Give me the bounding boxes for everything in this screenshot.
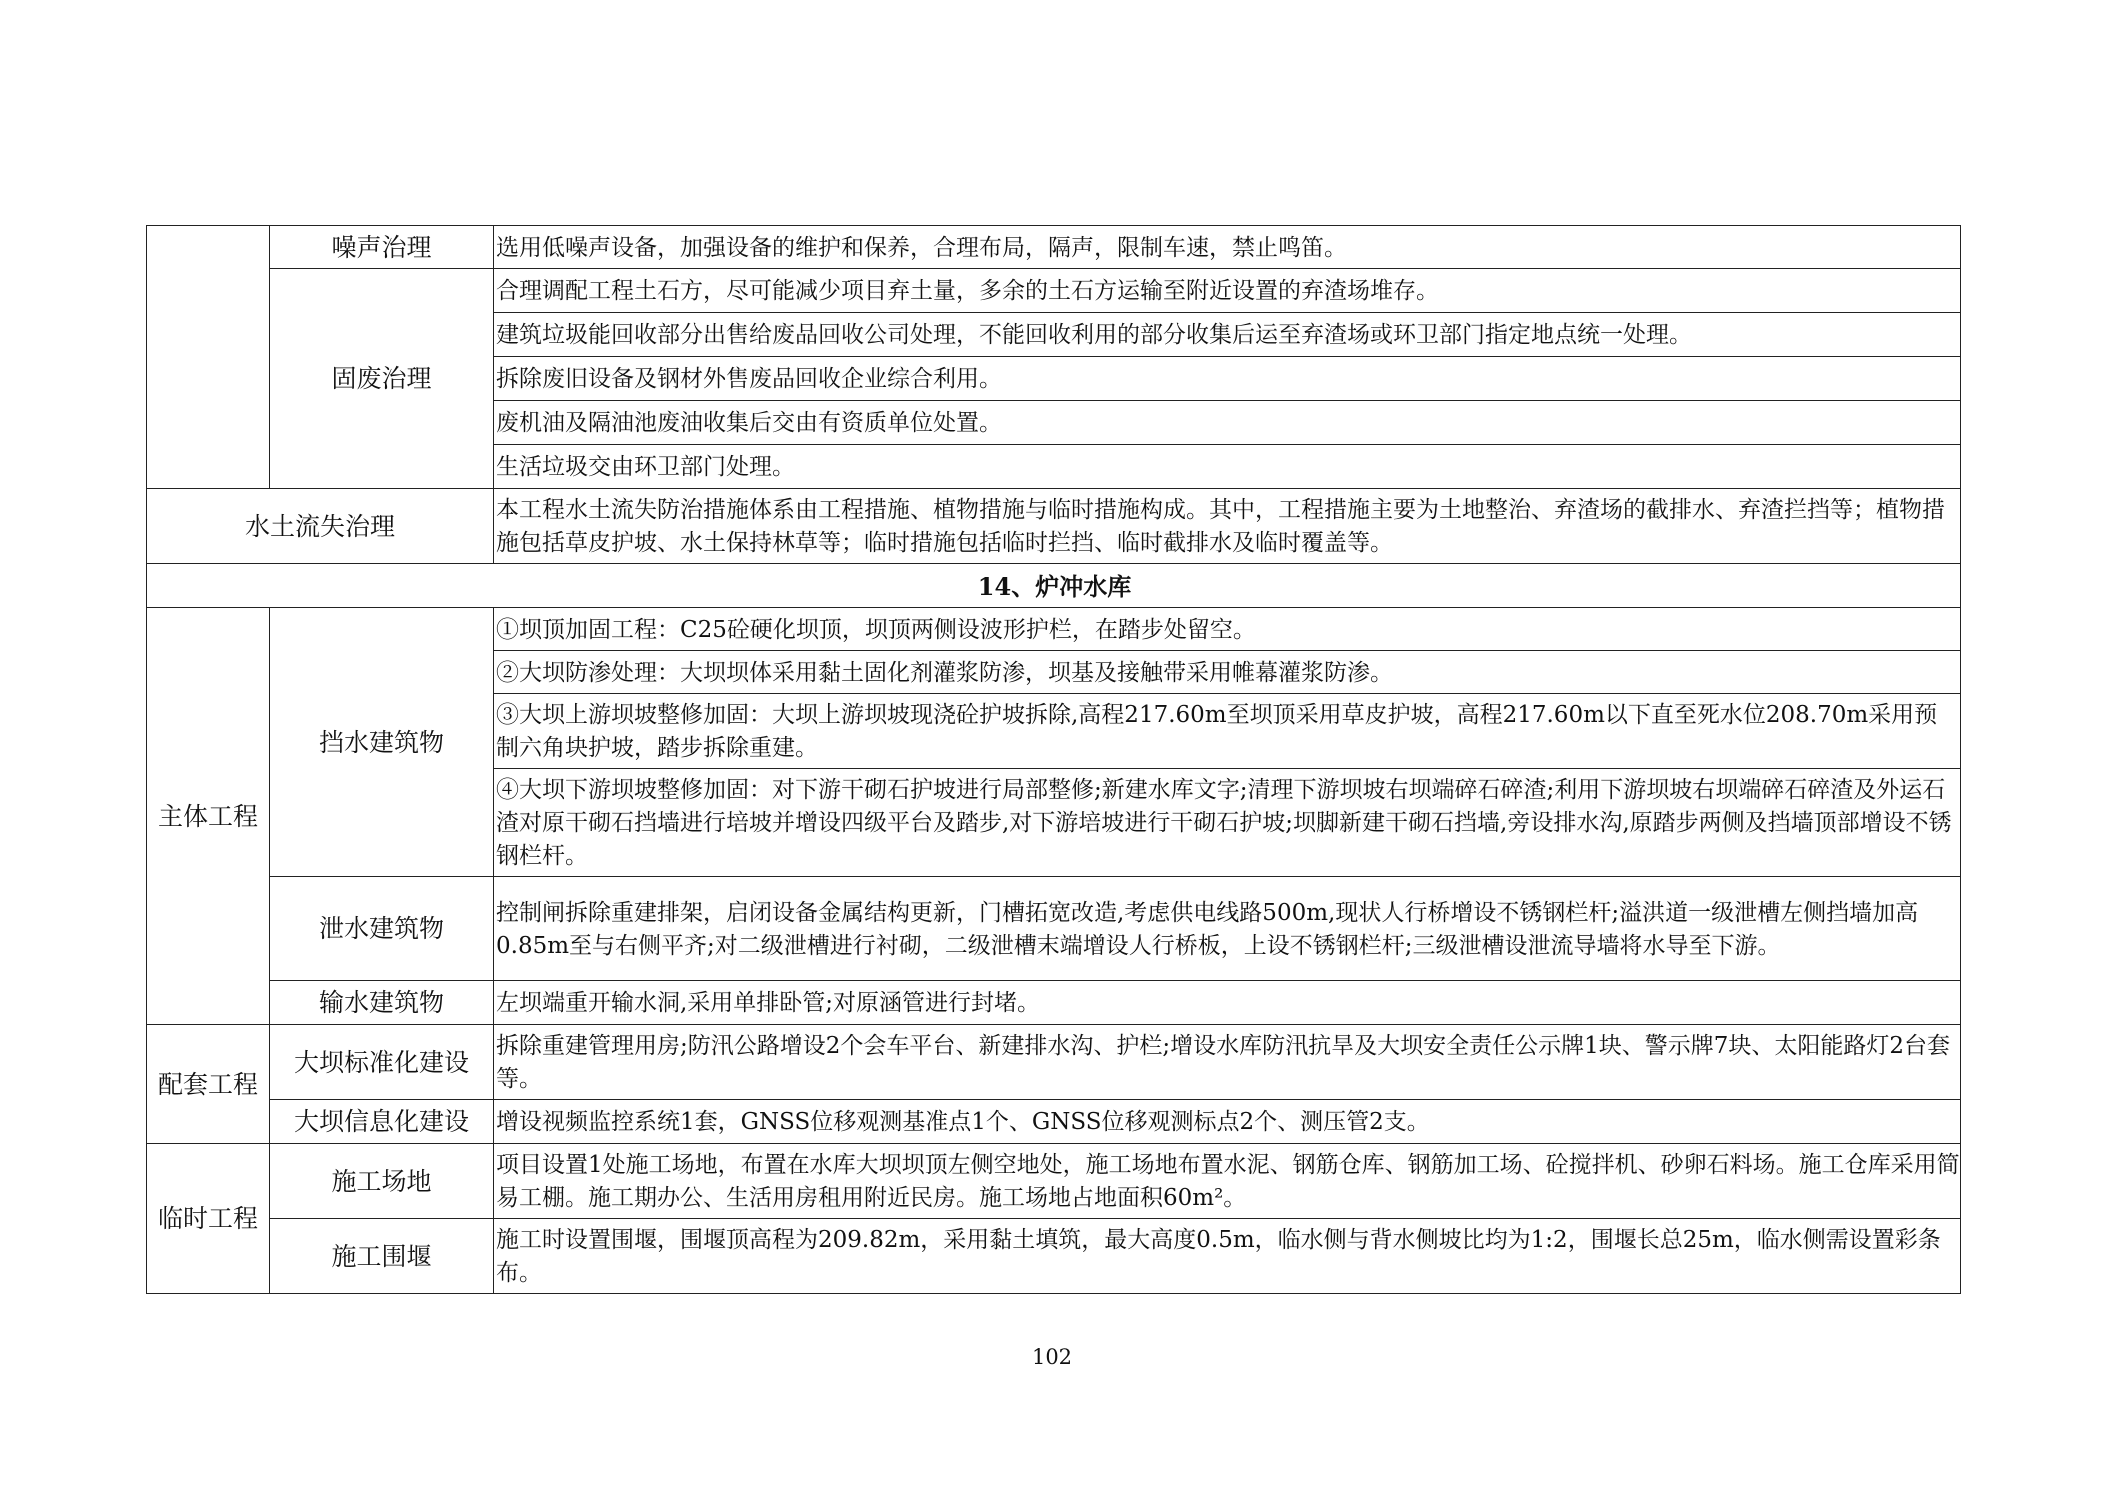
subcategory-conveyance: 输水建筑物 xyxy=(270,981,494,1025)
description-solid-waste-4: 废机油及隔油池废油收集后交由有资质单位处置。 xyxy=(494,401,1961,445)
section-row xyxy=(147,564,1961,608)
description-retaining-2: ②大坝防渗处理：大坝坝体采用黏土固化剂灌浆防渗，坝基及接触带采用帷幕灌浆防渗。 xyxy=(494,651,1961,694)
description-solid-waste-3: 拆除废旧设备及钢材外售废品回收企业综合利用。 xyxy=(494,357,1961,401)
subcategory-dam-informatization: 大坝信息化建设 xyxy=(270,1100,494,1144)
subcategory-cofferdam: 施工围堰 xyxy=(270,1219,494,1294)
table-row xyxy=(147,1219,1961,1294)
category-temporary: 临时工程 xyxy=(147,1144,270,1294)
category-main-project: 主体工程 xyxy=(147,608,270,1025)
description-retaining-1: ①坝顶加固工程：C25砼硬化坝顶，坝顶两侧设波形护栏，在踏步处留空。 xyxy=(494,608,1961,651)
subcategory-dam-standardization: 大坝标准化建设 xyxy=(270,1025,494,1100)
table-row xyxy=(147,608,1961,651)
description-solid-waste-2: 建筑垃圾能回收部分出售给废品回收公司处理，不能回收利用的部分收集后运至弃渣场或环卫部门指定地点统一处理。 xyxy=(494,313,1961,357)
description-discharge: 控制闸拆除重建排架，启闭设备金属结构更新，门槽拓宽改造,考虑供电线路500m,现状人行桥增设不锈钢栏杆;溢洪道一级泄槽左侧挡墙加高0.85m至与右侧平齐;对二级泄槽进行衬砌，二级泄槽末端增设人行桥板，上设不锈钢栏杆;三级泄槽设泄流导墙将水导至下游。 xyxy=(494,877,1961,981)
category-cell-empty xyxy=(147,226,270,489)
measures-table xyxy=(146,225,1961,1294)
description-dam-informatization: 增设视频监控系统1套，GNSS位移观测基准点1个、GNSS位移观测标点2个、测压管2支。 xyxy=(494,1100,1961,1144)
description-retaining-3: ③大坝上游坝坡整修加固：大坝上游坝坡现浇砼护坡拆除,高程217.60m至坝顶采用草皮护坡，高程217.60m以下直至死水位208.70m采用预制六角块护坡，踏步拆除重建。 xyxy=(494,694,1961,769)
table-row xyxy=(147,489,1961,564)
subcategory-noise: 噪声治理 xyxy=(270,226,494,269)
description-solid-waste-5: 生活垃圾交由环卫部门处理。 xyxy=(494,445,1961,489)
section-title: 14、炉冲水库 xyxy=(147,564,1961,608)
table-row xyxy=(147,1100,1961,1144)
table-row xyxy=(147,1144,1961,1219)
subcategory-solid-waste: 固废治理 xyxy=(270,269,494,489)
description-soil-erosion: 本工程水土流失防治措施体系由工程措施、植物措施与临时措施构成。其中，工程措施主要为土地整治、弃渣场的截排水、弃渣拦挡等；植物措施包括草皮护坡、水土保持林草等；临时措施包括临时拦挡、临时截排水及临时覆盖等。 xyxy=(494,489,1961,564)
description-construction-site: 项目设置1处施工场地，布置在水库大坝坝顶左侧空地处，施工场地布置水泥、钢筋仓库、钢筋加工场、砼搅拌机、砂卵石料场。施工仓库采用简易工棚。施工期办公、生活用房租用附近民房。施工场地占地面积60m²。 xyxy=(494,1144,1961,1219)
table-row xyxy=(147,877,1961,981)
description-conveyance: 左坝端重开输水洞,采用单排卧管;对原涵管进行封堵。 xyxy=(494,981,1961,1025)
table-row xyxy=(147,1025,1961,1100)
subcategory-discharge: 泄水建筑物 xyxy=(270,877,494,981)
category-soil-erosion: 水土流失治理 xyxy=(147,489,494,564)
subcategory-retaining: 挡水建筑物 xyxy=(270,608,494,877)
table-row xyxy=(147,269,1961,313)
category-supporting: 配套工程 xyxy=(147,1025,270,1144)
description-retaining-4: ④大坝下游坝坡整修加固：对下游干砌石护坡进行局部整修;新建水库文字;清理下游坝坡右坝端碎石碎渣;利用下游坝坡右坝端碎石碎渣及外运石渣对原干砌石挡墙进行培坡并增设四级平台及踏步,对下游培坡进行干砌石护坡;坝脚新建干砌石挡墙,旁设排水沟,原踏步两侧及挡墙顶部增设不锈钢栏杆。 xyxy=(494,769,1961,877)
description-noise: 选用低噪声设备，加强设备的维护和保养，合理布局，隔声，限制车速，禁止鸣笛。 xyxy=(494,226,1961,269)
table-row xyxy=(147,981,1961,1025)
description-cofferdam: 施工时设置围堰，围堰顶高程为209.82m，采用黏土填筑，最大高度0.5m，临水侧与背水侧坡比均为1:2，围堰长总25m，临水侧需设置彩条布。 xyxy=(494,1219,1961,1294)
description-dam-standardization: 拆除重建管理用房;防汛公路增设2个会车平台、新建排水沟、护栏;增设水库防汛抗旱及大坝安全责任公示牌1块、警示牌7块、太阳能路灯2台套等。 xyxy=(494,1025,1961,1100)
subcategory-construction-site: 施工场地 xyxy=(270,1144,494,1219)
page-number: 102 xyxy=(1031,1345,1073,1369)
description-solid-waste-1: 合理调配工程土石方，尽可能减少项目弃土量，多余的土石方运输至附近设置的弃渣场堆存。 xyxy=(494,269,1961,313)
table-row xyxy=(147,226,1961,269)
